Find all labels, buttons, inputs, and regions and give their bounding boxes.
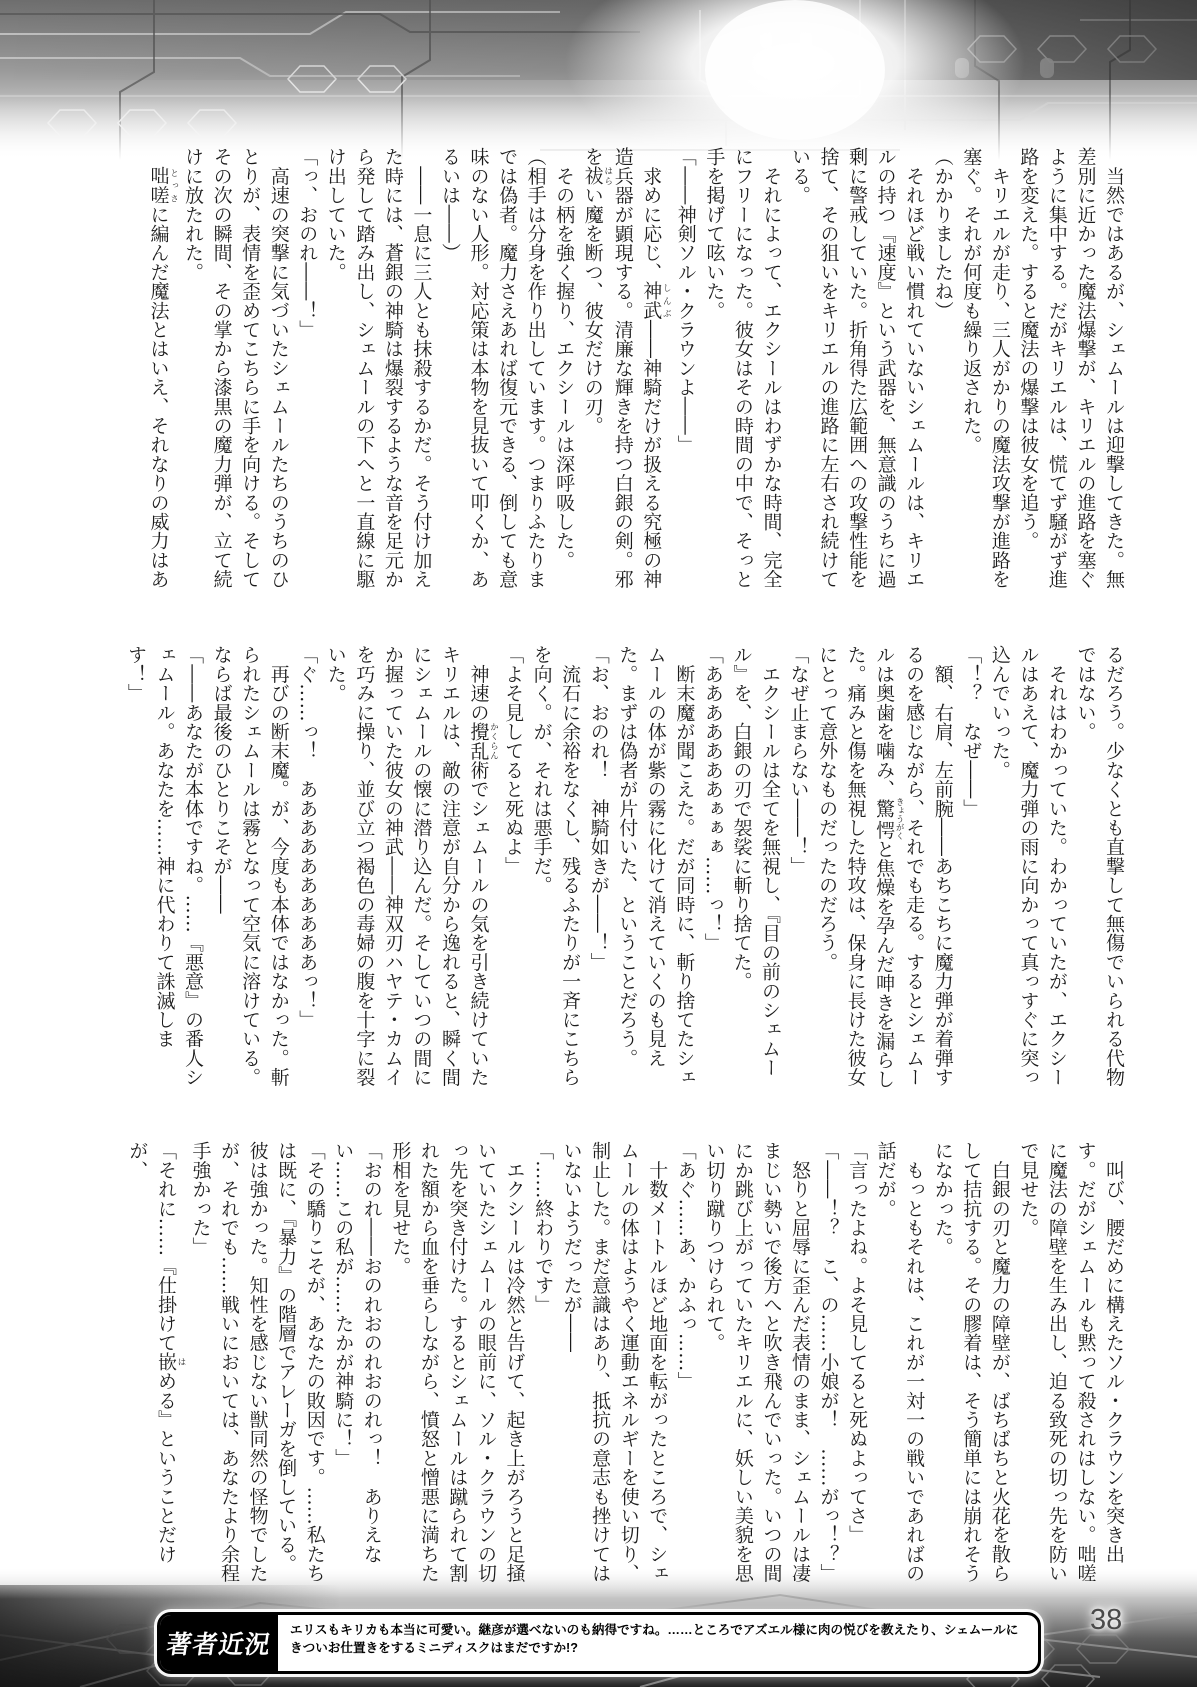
paragraph: 「っ、おのれ――！」 <box>296 147 319 339</box>
top-circuit-decoration <box>0 0 1197 160</box>
paragraph: 額、右肩、左前腕――あちこちに魔力弾が着弾するのを感じながら、それでも走る。するとシェムールは奥歯を噛み、驚愕 きょうがくと焦燥を孕んだ呻きを漏らした。痛みと傷を無視した特攻は、保身に長けた彼女にとって意外なものだったのだろう。 <box>816 645 954 1089</box>
paragraph: 神速の攪乱 かくらん術でシェムールの気を引き続けていたキリエルは、敵の注意が自分から逸れると、瞬く間にシェムールの懐に潜り込んだ。そしていつの間にか握っていた彼女の神武――神双刃ハヤテ・カムイを巧みに操り、並び立つ褐色の毒婦の腹を十字に裂いた。 <box>324 645 499 1087</box>
author-status-bar <box>157 1612 1041 1674</box>
paragraph: 叫び、腰だめに構えたソル・クラウンを突き出す。だがシェムールも黙って殺されはしない。咄嗟に魔法の障壁を生み出し、迫る致死の切っ先を防いで見せた。 <box>1017 1141 1125 1583</box>
paragraph: 流石に余裕をなくし、残るふたりが一斉にこちらを向く。が、それは悪手だ。 <box>530 645 582 1087</box>
paragraph: 「あああああああぁぁぁ……っ！」 <box>701 645 724 953</box>
paragraph: 「それに……『仕掛けて嵌 はめる』ということだけが、 <box>126 1141 186 1564</box>
paragraph: 「なぜ止まらない――！」 <box>787 645 810 876</box>
paragraph: 当然ではあるが、シェムールは迎撃してきた。無差別に近かった魔法爆撃が、キリエルの進路を塞ぐように集中する。だがキリエルは、慌てず騒がず進路を変えた。すると魔法の爆撃は彼女を追う。 <box>1017 147 1125 589</box>
paragraph: 断末魔が聞こえた。だが同時に、斬り捨てたシェムールの体が紫の霧に化けて消えていくのも見えた。まずは偽者が片付いた、ということだろう。 <box>616 645 696 1087</box>
page-number: 38 <box>1090 1604 1123 1636</box>
paragraph: もっともそれは、これが一対一の戦いであればの話だが。 <box>874 1141 926 1583</box>
paragraph: 「おのれ――おのれおのれおのれっ！ ありえない……この私が……たかが神騎に！」 <box>332 1141 383 1564</box>
author-status-label <box>160 1615 278 1671</box>
paragraph: 「お、おのれ！ 神騎如きが――！」 <box>587 645 610 972</box>
paragraph: 白銀の刃と魔力の障壁が、ばちばちと火花を散らして拮抗する。その膠着は、そう簡単には崩れそうになかった。 <box>931 1141 1011 1583</box>
paragraph: 「言ったよね。よそ見してると死ぬよってさ」 <box>846 1141 869 1545</box>
text-band-3 <box>126 1141 1128 1588</box>
paragraph: エクシールは冷然と告げて、起き上がろうと足掻いていたシェムールの眼前に、ソル・クラウンの切っ先を突き付けた。するとシェムールは蹴られて割れた額から血を垂らしながら、憤怒と憎悪に満ちた形相を見せた。 <box>389 1141 526 1583</box>
paragraph: それほど戦い慣れていないシェムールは、キリエルの持つ『速度』という武器を、無意識のうちに過剰に警戒していた。折角得た広範囲への攻撃性能を捨て、その狙いをキリエルの進路に左右され続けている。 <box>788 147 926 589</box>
paragraph: 「その驕りこそが、あなたの敗因です。……私たちは既に、『暴力』の階層でアレーガを倒している。彼は強かった。知性を感じない獣同然の怪物でしたが、それでも……戦いにおいては、あなたより余程手強かった」 <box>189 1141 326 1583</box>
text-band-2 <box>124 645 1128 1092</box>
author-status-label-text: 著者近況 <box>164 1631 273 1659</box>
paragraph: 求めに応じ、神武 しんぶ――神騎だけが扱える究極の神造兵器が顕現する。清廉な輝きを持つ白銀の剣。邪を祓 はらい魔を断つ、彼女だけの刃。 <box>581 147 672 589</box>
paragraph: 再びの断末魔。が、今度も本体ではなかった。斬られたシェムールは霧となって空気に溶けている。ならば最後のひとりこそが―― <box>210 645 290 1087</box>
paragraph: 「あぐ……あ、かふっ……」 <box>674 1141 697 1391</box>
paragraph: それによって、エクシールはわずかな時間、完全にフリーになった。彼女はその時間の中で、そっと手を掲げて呟いた。 <box>703 147 783 589</box>
paragraph: るだろう。少なくとも直撃して無傷でいられる代物ではない。 <box>1074 645 1125 1087</box>
paragraph: 「――！？ こ、の……小娘が！ ……がっ！？」 <box>817 1141 840 1583</box>
paragraph: 「よそ見してると死ぬよ」 <box>502 645 525 876</box>
paragraph: エクシールは全てを無視し、『目の前のシェムール』を、白銀の刃で袈裟に斬り捨てた。 <box>730 645 781 1078</box>
paragraph: 「ぐ……っ！ ああああああああああっ！」 <box>296 645 319 1029</box>
paragraph: それはわかっていた。わかっていたが、エクシールはあえて、魔力弾の雨に向かって真っすぐに突っ込んでいった。 <box>988 645 1068 1087</box>
paragraph: 「……終わりです」 <box>532 1141 555 1314</box>
paragraph: 「！？ なぜ――」 <box>960 645 983 818</box>
paragraph: 怒りと屈辱に歪んだ表情のまま、シェムールは凄まじい勢いで後方へと吹き飛んでいった。いつの間にか跳び上がっていたキリエルに、妖しい美貌を思い切り蹴りつけられて。 <box>703 1141 811 1583</box>
paragraph: 「――あなたが本体ですね。……『悪意』の番人シェムール。あなたを……神に代わりて誅滅します！」 <box>124 645 205 1087</box>
author-status-text: エリスもキリカも本当に可愛い。継彦が選べないのも納得ですね。……ところでアズエル様に肉の悦びを教えたり、シェムールにきついお仕置きをするミニディスクはまだですか!? <box>290 1623 1019 1656</box>
paragraph: 「――神剣ソル・クラウンよ――」 <box>674 147 697 455</box>
paragraph: ――一息に三人とも抹殺するかだ。そう付け加えた時には、蒼銀の神騎は爆裂するような音を足元から発して踏み出し、シェムールの下へと一直線に駆け出していた。 <box>324 147 433 589</box>
paragraph: 咄嗟 とっさに編んだ魔法とはいえ、それなりの威力はあ <box>147 166 179 589</box>
text-band-1 <box>147 147 1128 594</box>
paragraph: 高速の突撃に気づいたシェムールたちのうちのひとりが、表情を歪めてこちらに手を向ける。そしてその次の瞬間、その掌から漆黒の魔力弾が、立て続けに放たれた。 <box>182 147 290 589</box>
paragraph: その柄を強く握り、エクシールは深呼吸した。 <box>553 147 576 570</box>
paragraph: （かかりましたね） <box>931 147 954 320</box>
paragraph: 十数メートルほど地面を転がったところで、シェムールの体はようやく運動エネルギーを使い切り、制止した。まだ意識はあり、抵抗の意志も挫けてはいないようだったが―― <box>560 1141 669 1583</box>
paragraph: キリエルが走り、三人がかりの魔法攻撃が進路を塞ぐ。それが何度も繰り返された。 <box>960 147 1011 589</box>
paragraph: （相手は分身を作り出しています。つまりふたりまでは偽者。魔力さえあれば復元できる、倒しても意味のない人形。対応策は本物を見抜いて叩くか、あるいは――） <box>438 147 547 589</box>
